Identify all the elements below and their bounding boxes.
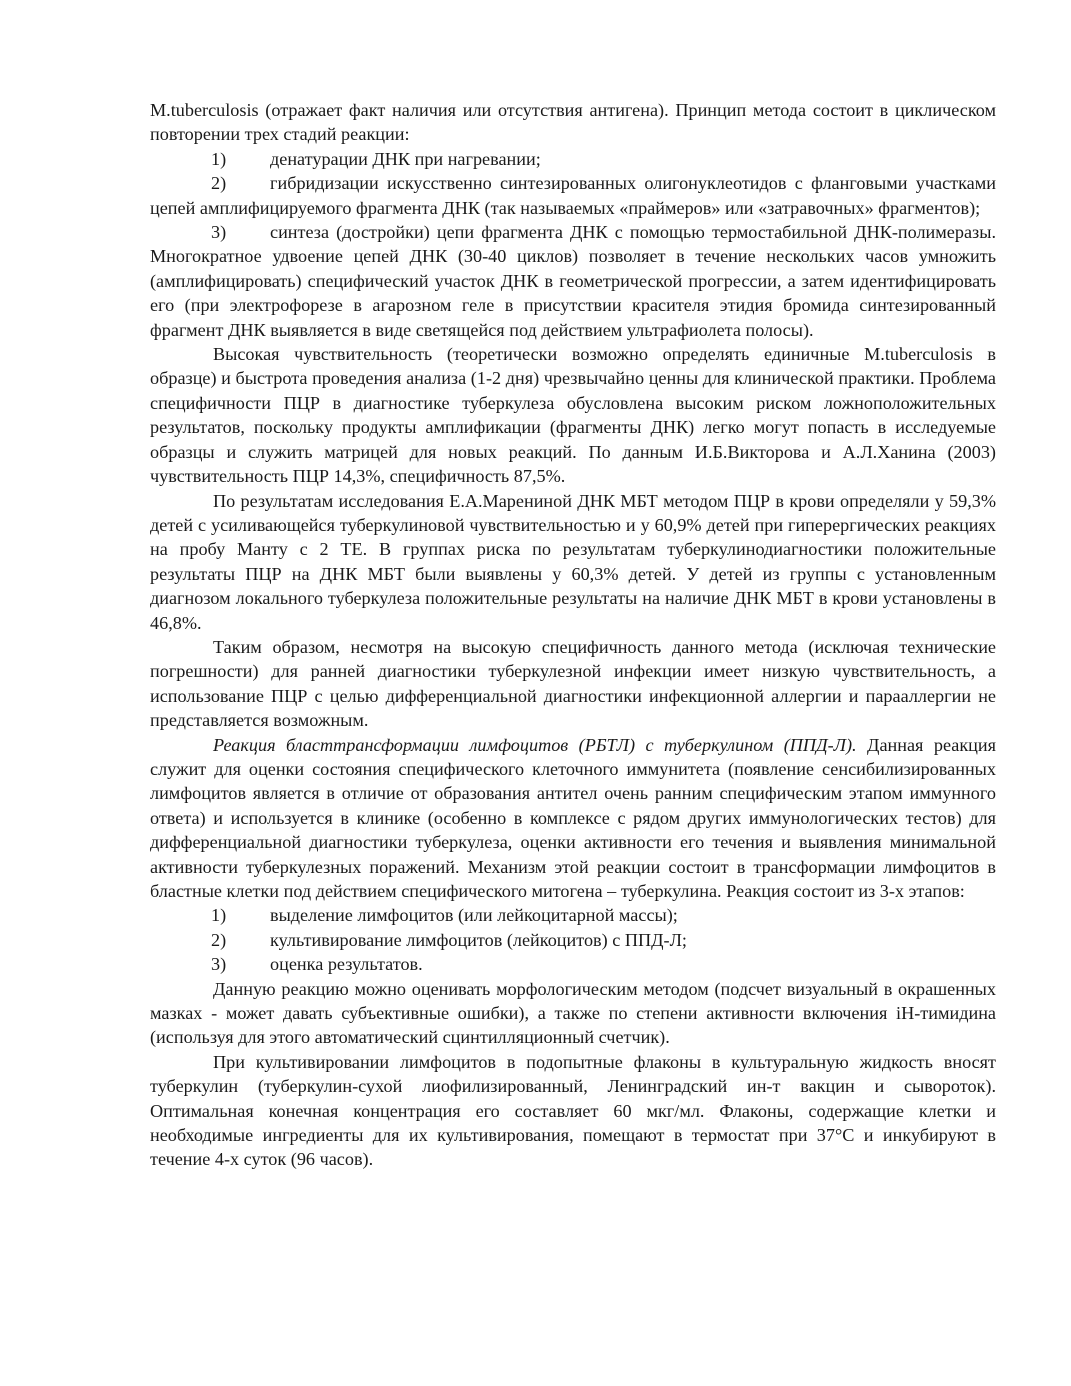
list-item-number: 3) xyxy=(211,222,227,243)
paragraph-rbtl xyxy=(150,733,996,904)
list-item-text: оценка результатов. xyxy=(270,954,423,975)
list-item-number: 2) xyxy=(211,929,227,950)
paragraph-conclusion: Таким образом, несмотря на высокую специфичность данного метода (исключая технические погрешности) для ранней диагностики туберкулезной инфекции имеет низкую чувствительность, а использование ПЦР с целью дифференциальной диагностики инфекционной аллергии и парааллергии не представляется возможным. xyxy=(150,636,996,731)
list-item-text: денатурации ДНК при нагревании; xyxy=(270,148,541,169)
document-page xyxy=(150,98,996,1172)
list-item-number: 1) xyxy=(211,905,227,926)
list-item xyxy=(150,952,996,976)
list-item xyxy=(150,220,996,342)
paragraph-evaluation: Данную реакцию можно оценивать морфологическим методом (подсчет визуальный в окрашенных мазках - может давать субъективные ошибки), а также по степени активности включения іН-тимидина (используя для этого автоматический сцинтилляционный счетчик). xyxy=(150,978,996,1048)
list-item-number: 3) xyxy=(211,954,227,975)
paragraph-intro: M.tuberculosis (отражает факт наличия или отсутствия антигена). Принцип метода состоит в циклическом повторении трех стадий реакции: xyxy=(150,100,996,145)
rbtl-body: Данная реакция служит для оценки состояния специфического клеточного иммунитета (появление сенсибилизированных лимфоцитов является в отличие от образования антител очень ранним специфическим этапом иммунного ответа) и используется в клинике (особенно в комплексе с рядом других иммунологических тестов) для дифференциальной диагностики туберкулеза, оценки активности его течения и выявления минимальной активности туберкулезных поражений. Механизм этой реакции состоит в трансформации лимфоцитов в бластные клетки под действием специфического митогена – туберкулина. Реакция состоит из 3-х этапов: xyxy=(150,734,997,901)
list-item-text: культивирование лимфоцитов (лейкоцитов) с ППД-Л; xyxy=(270,929,687,950)
rbtl-heading: Реакция бласттрансформации лимфоцитов (РБТЛ) с туберкулином (ППД-Л). xyxy=(213,734,857,755)
paragraph-results: По результатам исследования Е.А.Марениной ДНК МБТ методом ПЦР в крови определяли у 59,3% детей с усиливающейся туберкулиновой чувствительностью и у 60,9% детей при гиперергических реакциях на пробу Манту с 2 ТЕ. В группах риска по результатам туберкулинодиагностики положительные результаты ПЦР на ДНК МБТ были выявлены у 60,3% детей. У детей из группы с установленным диагнозом локального туберкулеза положительные результаты на наличие ДНК МБТ в крови установлены в 46,8%. xyxy=(150,490,996,633)
list-item xyxy=(150,171,996,220)
paragraph-sensitivity: Высокая чувствительность (теоретически возможно определять единичные M.tuberculosis в образце) и быстрота проведения анализа (1-2 дня) чрезвычайно ценны для клинической практики. Проблема специфичности ПЦР в диагностике туберкулеза обусловлена высоким риском ложноположительных результатов, поскольку продукты амплификации (фрагменты ДНК) легко могут попасть в исследуемые образцы и служить матрицей для новых реакций. По данным И.Б.Викторова и А.Л.Ханина (2003) чувствительность ПЦР 14,3%, специфичность 87,5%. xyxy=(150,344,996,487)
list-item xyxy=(150,928,996,952)
list-item xyxy=(150,147,996,171)
list-item xyxy=(150,903,996,927)
list-item-text: синтеза (достройки) цепи фрагмента ДНК с помощью термостабильной ДНК-полимеразы. Многократное удвоение цепей ДНК (30-40 циклов) позволяет в течение нескольких часов умножить (амплифицировать) специфический участок ДНК в геометрической прогрессии, а затем идентифицировать его (при электрофорезе в агарозном геле в присутствии красителя этидия бромида синтезированный фрагмент ДНК выявляется в виде светящейся под действием ультрафиолета полосы). xyxy=(150,222,996,340)
list-item-number: 1) xyxy=(211,148,227,169)
paragraph-cultivation: При культивировании лимфоцитов в подопытные флаконы в культуральную жидкость вносят туберкулин (туберкулин-сухой лиофилизированный, Ленинградский ин-т вакцин и сывороток). Оптимальная конечная концентрация его составляет 60 мкг/мл. Флаконы, содержащие клетки и необходимые ингредиенты для их культивирования, помещают в термостат при 37°С и инкубируют в течение 4-х суток (96 часов). xyxy=(150,1051,996,1170)
list-item-text: гибридизации искусственно синтезированных олигонуклеотидов с фланговыми участками цепей амплифицируемого фрагмента ДНК (так называемых «праймеров» или «затравочных» фрагментов); xyxy=(150,173,996,218)
list-item-number: 2) xyxy=(211,173,227,194)
list-item-text: выделение лимфоцитов (или лейкоцитарной массы); xyxy=(270,905,678,926)
